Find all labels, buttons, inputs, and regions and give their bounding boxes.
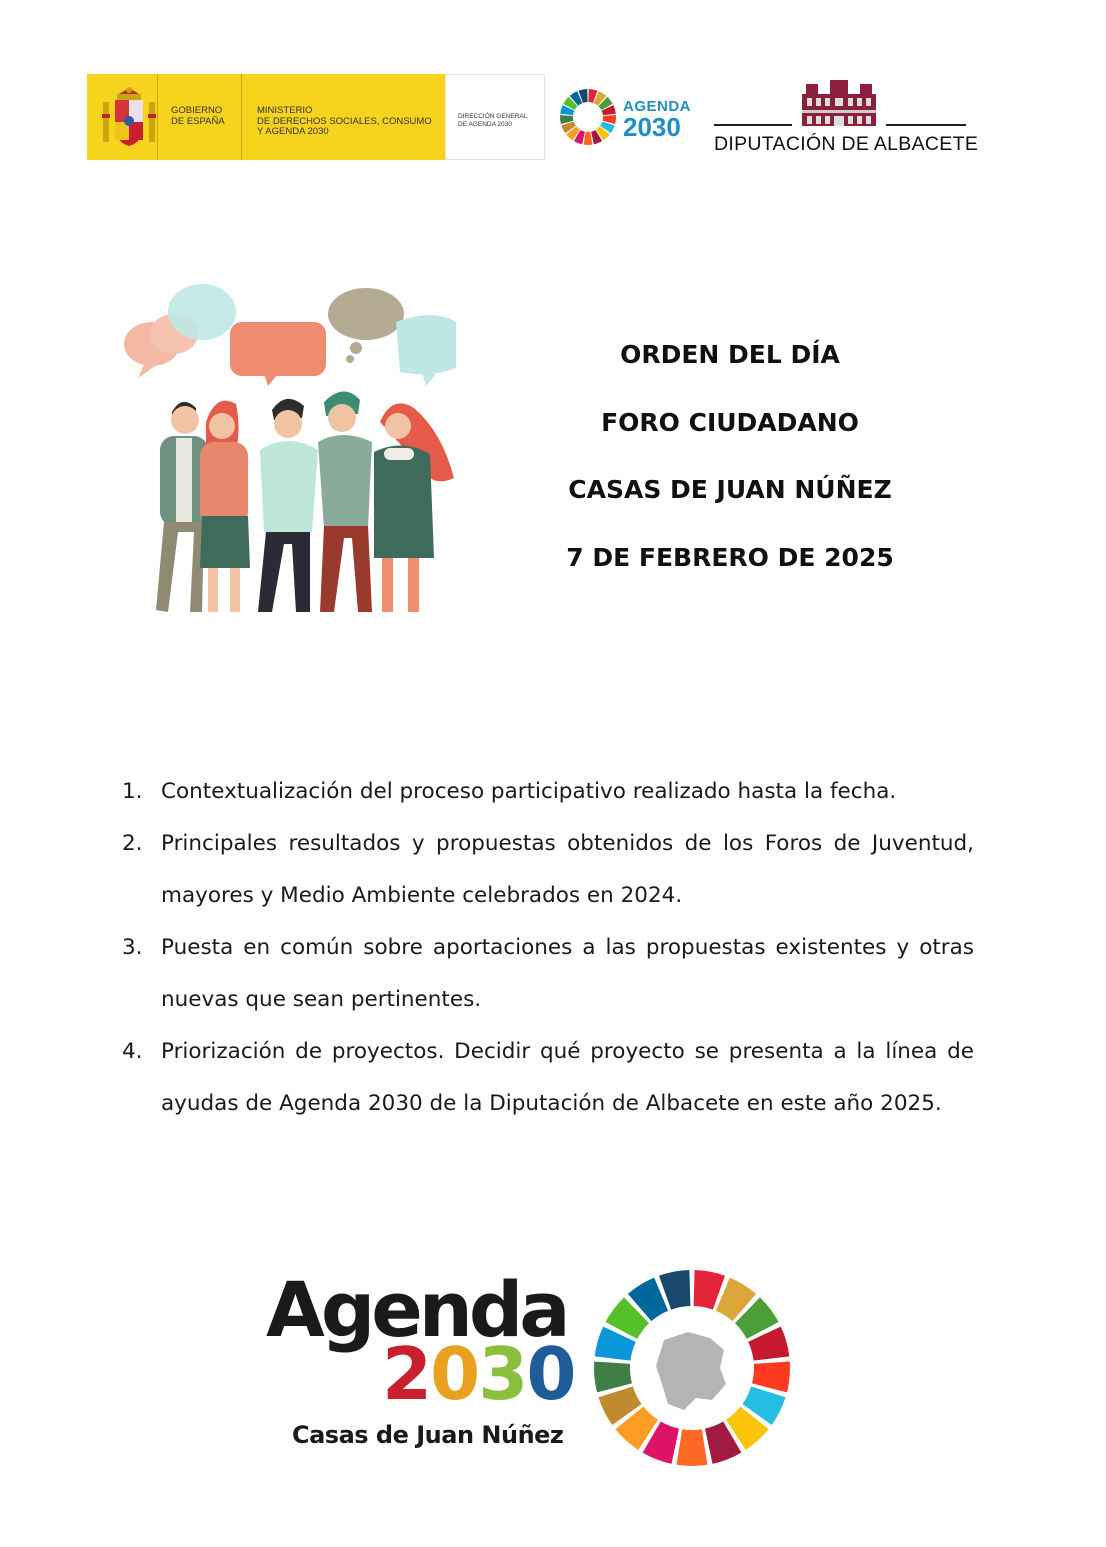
speech-bubble-icon xyxy=(124,284,456,386)
logo-year-digit: 2 xyxy=(382,1332,431,1416)
logo-year xyxy=(382,1332,575,1416)
diputacion-albacete-logo xyxy=(714,80,979,156)
agenda-items-list xyxy=(122,766,974,1130)
municipality-map-icon xyxy=(656,1332,726,1410)
person-2-icon xyxy=(200,401,250,612)
logo-town-name: Casas de Juan Núñez xyxy=(292,1421,564,1449)
list-item-number: 2. xyxy=(122,831,143,856)
direccion-label: DIRECCIÓN GENERAL DE AGENDA 2030 xyxy=(458,113,528,128)
list-item xyxy=(122,1026,974,1130)
sdg-wheel-with-map-icon xyxy=(592,1268,792,1468)
gobierno-label: GOBIERNO DE ESPAÑA xyxy=(171,105,225,127)
diputacion-name: DIPUTACIÓN DE ALBACETE xyxy=(714,133,979,155)
agenda-2030-header-logo xyxy=(559,88,699,148)
list-item-number: 3. xyxy=(122,935,143,960)
sdg-segment xyxy=(677,1429,708,1466)
list-item-text: Principales resultados y propuestas obtenidos de los Foros de Juventud, mayores y Medio Ambiente celebrados en 2024. xyxy=(161,831,974,908)
person-5-icon xyxy=(374,403,454,612)
coat-of-arms-icon xyxy=(99,84,159,150)
list-item-text: Puesta en común sobre aportaciones a las propuestas existentes y otras nuevas que sean pertinentes. xyxy=(161,935,974,1012)
logo-year-digit: 0 xyxy=(430,1332,479,1416)
title-location: CASAS DE JUAN NÚÑEZ xyxy=(568,475,892,504)
list-item-text: Priorización de proyectos. Decidir qué proyecto se presenta a la línea de ayudas de Agenda 2030 de la Diputación de Albacete en este año 2025. xyxy=(161,1039,974,1116)
agenda-word: AGENDA xyxy=(623,98,692,115)
gov-yellow-panel xyxy=(87,74,445,160)
title-orden-del-dia: ORDEN DEL DÍA xyxy=(620,340,840,369)
logo-agenda-word: Agenda xyxy=(266,1265,567,1354)
agenda-2030-town-logo xyxy=(266,1265,796,1473)
list-item xyxy=(122,818,974,922)
people-conversation-illustration xyxy=(112,282,462,637)
sdg-wheel-icon xyxy=(559,88,617,146)
ministerio-label: MINISTERIO DE DERECHOS SOCIALES, CONSUMO Y AGENDA 2030 xyxy=(257,105,432,137)
list-item-number: 1. xyxy=(122,779,143,804)
agenda-year: 2030 xyxy=(623,112,681,142)
title-date: 7 DE FEBRERO DE 2025 xyxy=(566,543,894,572)
list-item-number: 4. xyxy=(122,1039,143,1064)
logo-year-digit: 3 xyxy=(478,1332,527,1416)
list-item-text: Contextualización del proceso participativo realizado hasta la fecha. xyxy=(161,779,897,804)
sdg-segment xyxy=(584,132,593,145)
title-foro-ciudadano: FORO CIUDADANO xyxy=(601,408,859,437)
person-3-icon xyxy=(258,399,318,612)
building-icon xyxy=(800,80,878,128)
list-item xyxy=(122,922,974,1026)
sdg-segment xyxy=(752,1362,790,1393)
direccion-panel xyxy=(445,74,545,160)
gobierno-espana-logo xyxy=(87,74,545,160)
sdg-segment xyxy=(594,1362,632,1393)
logo-year-digit: 0 xyxy=(526,1332,575,1416)
person-4-icon xyxy=(318,391,372,612)
list-item xyxy=(122,766,974,818)
